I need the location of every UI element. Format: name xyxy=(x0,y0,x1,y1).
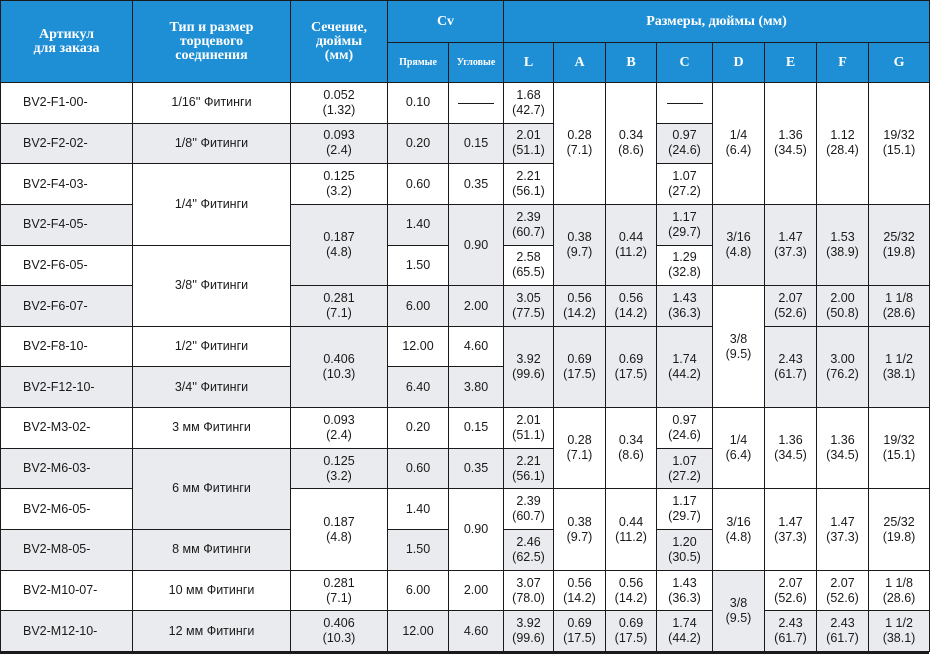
dim-l-cell: 2.58 (65.5) xyxy=(504,245,554,286)
cv-straight-cell: 0.60 xyxy=(388,448,449,489)
cv-straight-cell: 6.00 xyxy=(388,286,449,327)
cv-angle-cell: 0.35 xyxy=(449,164,504,205)
cv-straight-cell: 0.60 xyxy=(388,164,449,205)
dim-f-cell: 2.43 (61.7) xyxy=(817,611,869,652)
dim-a-cell: 0.28 (7.1) xyxy=(554,83,606,205)
dim-g-cell: 1 1/8 (28.6) xyxy=(869,286,930,327)
cv-straight-cell: 1.50 xyxy=(388,530,449,571)
dim-g-cell: 25/32 (19.8) xyxy=(869,204,930,285)
dim-f-cell: 3.00 (76.2) xyxy=(817,326,869,407)
cv-angle-cell: 0.15 xyxy=(449,123,504,164)
dim-g-cell: 19/32 (15.1) xyxy=(869,408,930,489)
orifice-cell: 0.125 (3.2) xyxy=(291,164,388,205)
header-dim-e: E xyxy=(765,43,817,83)
table-bottom-rule xyxy=(0,652,929,654)
dim-c-cell: 1.29 (32.8) xyxy=(657,245,713,286)
table-row xyxy=(1,611,930,652)
table-row xyxy=(1,83,930,124)
dim-c-cell: 1.43 (36.3) xyxy=(657,286,713,327)
part-number: BV2-F4-03- xyxy=(1,164,133,205)
cv-straight-cell: 0.20 xyxy=(388,123,449,164)
header-cv-straight: Прямые xyxy=(388,43,449,83)
dim-g-cell: 1 1/2 (38.1) xyxy=(869,611,930,652)
part-number: BV2-M6-03- xyxy=(1,448,133,489)
not-applicable-dash xyxy=(667,103,703,104)
dim-a-cell: 0.56 (14.2) xyxy=(554,286,606,327)
dim-c-cell: 1.07 (27.2) xyxy=(657,164,713,205)
header-connection: Тип и размер торцевого соединения xyxy=(133,1,291,83)
part-number: BV2-M3-02- xyxy=(1,408,133,449)
header-orifice: Сечение, дюймы (мм) xyxy=(291,1,388,83)
dim-c-cell: 1.17 (29.7) xyxy=(657,204,713,245)
orifice-cell: 0.125 (3.2) xyxy=(291,448,388,489)
dim-l-cell: 3.07 (78.0) xyxy=(504,570,554,611)
dim-a-cell: 0.38 (9.7) xyxy=(554,204,606,285)
part-number: BV2-M8-05- xyxy=(1,530,133,571)
dim-f-cell: 1.36 (34.5) xyxy=(817,408,869,489)
header-cv-angle: Угловые xyxy=(449,43,504,83)
cv-angle-cell: 3.80 xyxy=(449,367,504,408)
dim-e-cell: 1.47 (37.3) xyxy=(765,204,817,285)
header-part-number: Артикул для заказа xyxy=(1,1,133,83)
dim-l-cell: 2.39 (60.7) xyxy=(504,204,554,245)
dim-d-cell: 3/8 (9.5) xyxy=(713,570,765,651)
dim-l-cell: 2.01 (51.1) xyxy=(504,123,554,164)
table-row xyxy=(1,326,930,367)
orifice-cell: 0.281 (7.1) xyxy=(291,570,388,611)
dim-c-cell: 1.17 (29.7) xyxy=(657,489,713,530)
header-dim-l: L xyxy=(504,43,554,83)
dim-d-cell: 3/8 (9.5) xyxy=(713,286,765,408)
cv-angle-cell: 0.35 xyxy=(449,448,504,489)
dim-b-cell: 0.34 (8.6) xyxy=(606,83,657,205)
dim-f-cell: 2.00 (50.8) xyxy=(817,286,869,327)
orifice-cell: 0.093 (2.4) xyxy=(291,123,388,164)
dim-c-cell: 1.43 (36.3) xyxy=(657,570,713,611)
cv-angle-cell: 0.15 xyxy=(449,408,504,449)
dim-g-cell: 1 1/2 (38.1) xyxy=(869,326,930,407)
connection-type: 12 мм Фитинги xyxy=(133,611,291,652)
dim-l-cell: 2.39 (60.7) xyxy=(504,489,554,530)
dim-c-cell: 0.97 (24.6) xyxy=(657,408,713,449)
cv-angle-cell: 2.00 xyxy=(449,286,504,327)
part-number: BV2-M12-10- xyxy=(1,611,133,652)
connection-type: 3 мм Фитинги xyxy=(133,408,291,449)
cv-straight-cell: 0.10 xyxy=(388,83,449,124)
part-number: BV2-F1-00- xyxy=(1,83,133,124)
cv-straight-cell: 6.00 xyxy=(388,570,449,611)
connection-type: 1/2'' Фитинги xyxy=(133,326,291,367)
table-row xyxy=(1,570,930,611)
connection-type: 1/4'' Фитинги xyxy=(133,164,291,245)
dim-b-cell: 0.69 (17.5) xyxy=(606,326,657,407)
cv-straight-cell: 12.00 xyxy=(388,326,449,367)
cv-straight-cell: 1.50 xyxy=(388,245,449,286)
dim-e-cell: 1.36 (34.5) xyxy=(765,408,817,489)
connection-type: 3/8'' Фитинги xyxy=(133,245,291,326)
part-number: BV2-F8-10- xyxy=(1,326,133,367)
dim-c-cell xyxy=(657,83,713,124)
cv-straight-cell: 0.20 xyxy=(388,408,449,449)
dim-f-cell: 1.53 (38.9) xyxy=(817,204,869,285)
dim-l-cell: 1.68 (42.7) xyxy=(504,83,554,124)
part-number: BV2-F6-05- xyxy=(1,245,133,286)
dim-e-cell: 1.47 (37.3) xyxy=(765,489,817,570)
dim-e-cell: 2.43 (61.7) xyxy=(765,611,817,652)
not-applicable-dash xyxy=(458,103,494,104)
dim-b-cell: 0.56 (14.2) xyxy=(606,286,657,327)
cv-straight-cell: 12.00 xyxy=(388,611,449,652)
dim-a-cell: 0.28 (7.1) xyxy=(554,408,606,489)
dim-b-cell: 0.56 (14.2) xyxy=(606,570,657,611)
orifice-cell: 0.406 (10.3) xyxy=(291,326,388,407)
dim-c-cell: 1.74 (44.2) xyxy=(657,611,713,652)
orifice-cell: 0.406 (10.3) xyxy=(291,611,388,652)
orifice-cell: 0.052 (1.32) xyxy=(291,83,388,124)
part-number: BV2-M6-05- xyxy=(1,489,133,530)
header-dim-f: F xyxy=(817,43,869,83)
header-dim-g: G xyxy=(869,43,930,83)
dim-l-cell: 3.92 (99.6) xyxy=(504,611,554,652)
dim-a-cell: 0.38 (9.7) xyxy=(554,489,606,570)
header-dim-c: C xyxy=(657,43,713,83)
dim-g-cell: 1 1/8 (28.6) xyxy=(869,570,930,611)
dim-e-cell: 1.36 (34.5) xyxy=(765,83,817,205)
dim-b-cell: 0.44 (11.2) xyxy=(606,489,657,570)
header-dim-d: D xyxy=(713,43,765,83)
dim-a-cell: 0.69 (17.5) xyxy=(554,326,606,407)
table-row xyxy=(1,408,930,449)
cv-angle-cell: 0.90 xyxy=(449,489,504,570)
cv-angle-cell: 0.90 xyxy=(449,204,504,285)
dim-a-cell: 0.69 (17.5) xyxy=(554,611,606,652)
connection-type: 6 мм Фитинги xyxy=(133,448,291,529)
dim-g-cell: 25/32 (19.8) xyxy=(869,489,930,570)
dim-l-cell: 3.05 (77.5) xyxy=(504,286,554,327)
header-dim-b: B xyxy=(606,43,657,83)
dim-d-cell: 3/16 (4.8) xyxy=(713,489,765,570)
dim-b-cell: 0.69 (17.5) xyxy=(606,611,657,652)
part-number: BV2-F2-02- xyxy=(1,123,133,164)
dim-f-cell: 2.07 (52.6) xyxy=(817,570,869,611)
dim-a-cell: 0.56 (14.2) xyxy=(554,570,606,611)
connection-type: 1/8'' Фитинги xyxy=(133,123,291,164)
part-number: BV2-F6-07- xyxy=(1,286,133,327)
header-cv: Cv xyxy=(388,1,504,43)
orifice-cell: 0.187 (4.8) xyxy=(291,204,388,285)
connection-type: 3/4'' Фитинги xyxy=(133,367,291,408)
dim-f-cell: 1.47 (37.3) xyxy=(817,489,869,570)
orifice-cell: 0.281 (7.1) xyxy=(291,286,388,327)
dim-l-cell: 3.92 (99.6) xyxy=(504,326,554,407)
dim-l-cell: 2.01 (51.1) xyxy=(504,408,554,449)
dim-e-cell: 2.07 (52.6) xyxy=(765,286,817,327)
cv-angle-cell xyxy=(449,83,504,124)
cv-straight-cell: 1.40 xyxy=(388,204,449,245)
cv-angle-cell: 4.60 xyxy=(449,326,504,367)
dim-d-cell: 1/4 (6.4) xyxy=(713,83,765,205)
dim-c-cell: 0.97 (24.6) xyxy=(657,123,713,164)
part-number: BV2-F4-05- xyxy=(1,204,133,245)
connection-type: 10 мм Фитинги xyxy=(133,570,291,611)
cv-straight-cell: 1.40 xyxy=(388,489,449,530)
dim-e-cell: 2.07 (52.6) xyxy=(765,570,817,611)
cv-angle-cell: 4.60 xyxy=(449,611,504,652)
header-dim-a: A xyxy=(554,43,606,83)
dim-d-cell: 1/4 (6.4) xyxy=(713,408,765,489)
part-number: BV2-M10-07- xyxy=(1,570,133,611)
dim-c-cell: 1.74 (44.2) xyxy=(657,326,713,407)
dim-e-cell: 2.43 (61.7) xyxy=(765,326,817,407)
header-dimensions: Размеры, дюймы (мм) xyxy=(504,1,930,43)
connection-type: 1/16'' Фитинги xyxy=(133,83,291,124)
cv-straight-cell: 6.40 xyxy=(388,367,449,408)
dim-c-cell: 1.20 (30.5) xyxy=(657,530,713,571)
dim-l-cell: 2.21 (56.1) xyxy=(504,164,554,205)
orifice-cell: 0.187 (4.8) xyxy=(291,489,388,570)
dim-l-cell: 2.21 (56.1) xyxy=(504,448,554,489)
connection-type: 8 мм Фитинги xyxy=(133,530,291,571)
orifice-cell: 0.093 (2.4) xyxy=(291,408,388,449)
dim-f-cell: 1.12 (28.4) xyxy=(817,83,869,205)
dim-b-cell: 0.34 (8.6) xyxy=(606,408,657,489)
dim-g-cell: 19/32 (15.1) xyxy=(869,83,930,205)
dim-d-cell: 3/16 (4.8) xyxy=(713,204,765,285)
dim-b-cell: 0.44 (11.2) xyxy=(606,204,657,285)
cv-angle-cell: 2.00 xyxy=(449,570,504,611)
part-number: BV2-F12-10- xyxy=(1,367,133,408)
dim-c-cell: 1.07 (27.2) xyxy=(657,448,713,489)
dim-l-cell: 2.46 (62.5) xyxy=(504,530,554,571)
